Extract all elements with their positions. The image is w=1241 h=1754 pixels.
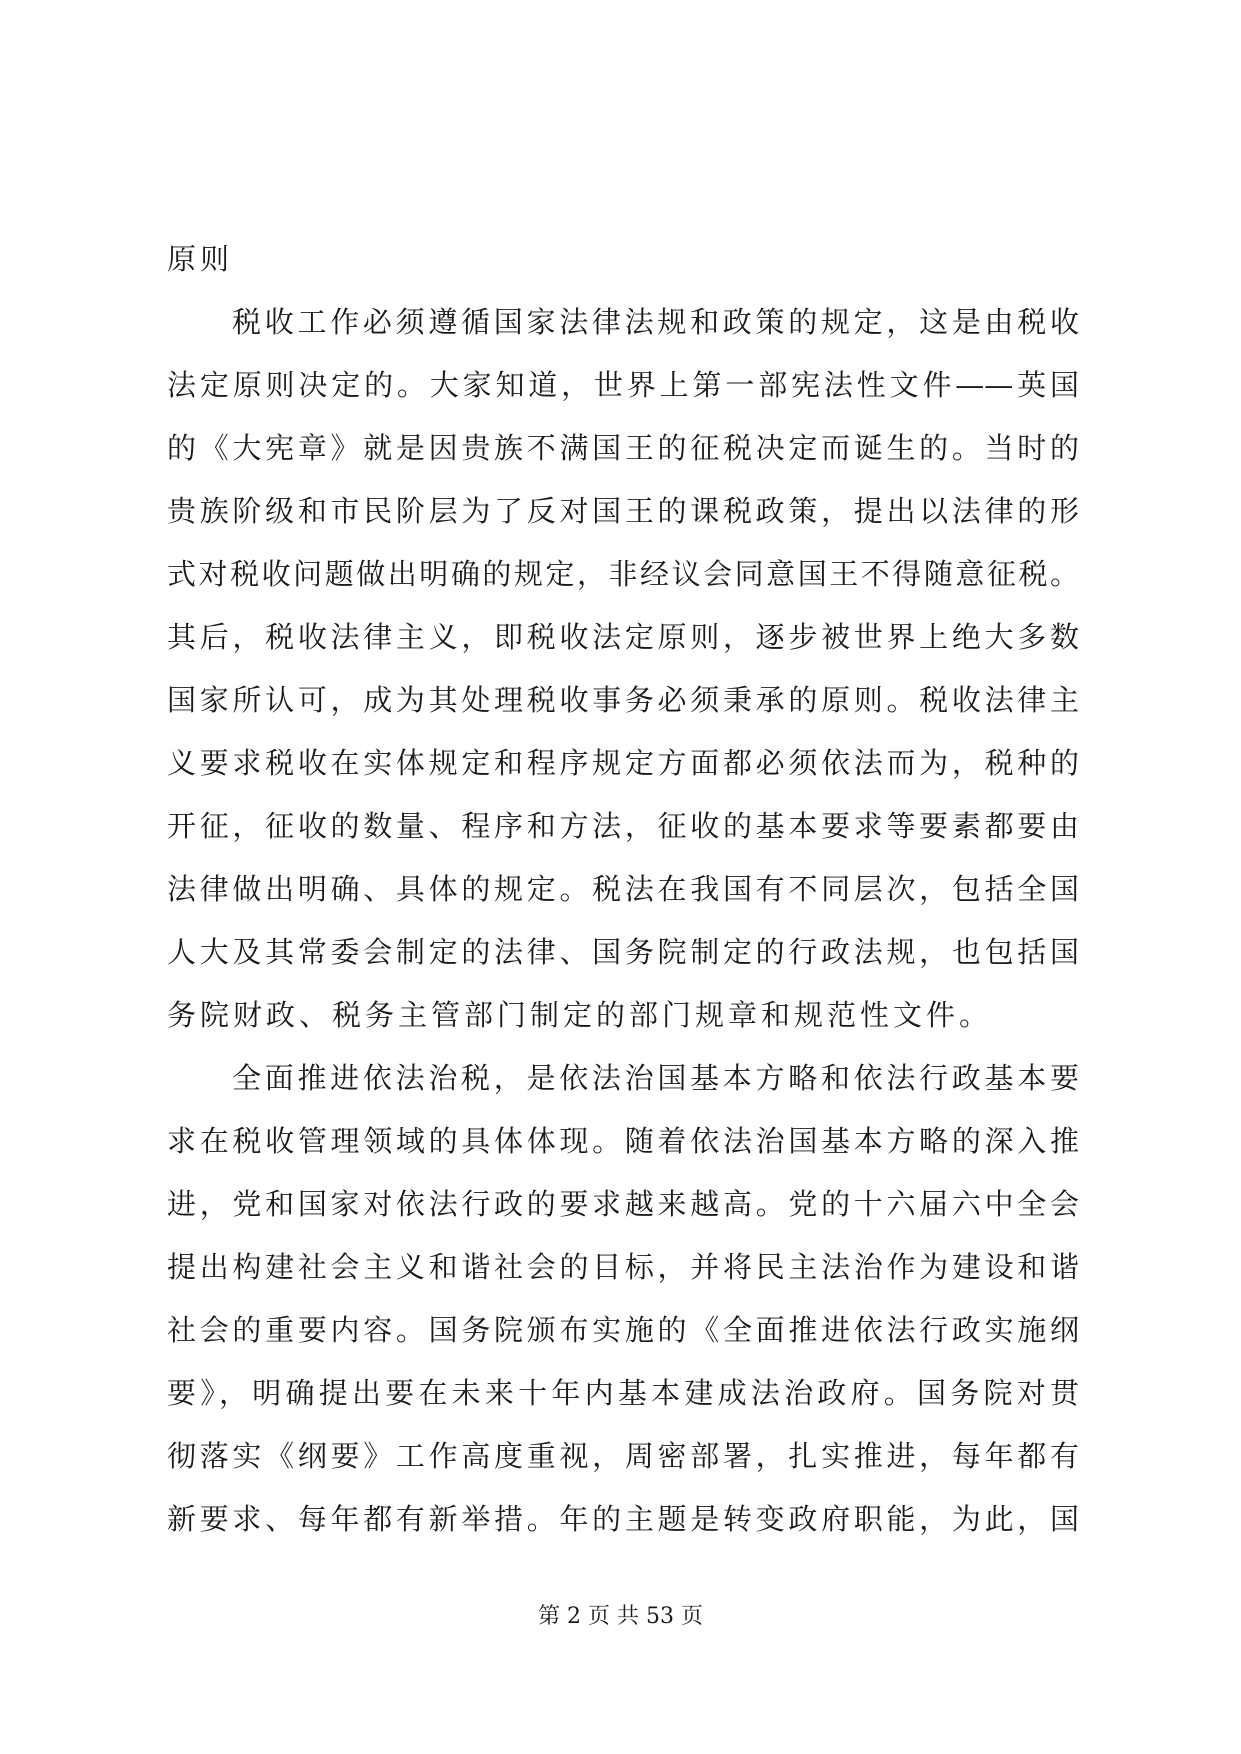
text-line: 原则 — [167, 242, 234, 276]
text-line: 全面推进依法治税，是依法治国基本方略和依法行政基本要 — [232, 1061, 1079, 1095]
text-line: 的《大宪章》就是因贵族不满国王的征税决定而诞生的。当时的 — [167, 431, 1079, 465]
text-line: 人大及其常委会制定的法律、国务院制定的行政法规，也包括国 — [167, 935, 1079, 969]
text-line: 社会的重要内容。国务院颁布实施的《全面推进依法行政实施纲 — [167, 1313, 1079, 1347]
text-line: 求在税收管理领域的具体体现。随着依法治国基本方略的深入推 — [167, 1124, 1079, 1158]
text-line: 彻落实《纲要》工作高度重视，周密部署，扎实推进，每年都有 — [167, 1439, 1079, 1473]
text-line: 开征，征收的数量、程序和方法，征收的基本要求等要素都要由 — [167, 809, 1079, 843]
text-line: 义要求税收在实体规定和程序规定方面都必须依法而为，税种的 — [167, 746, 1079, 780]
text-line: 要》，明确提出要在未来十年内基本建成法治政府。国务院对贯 — [167, 1376, 1079, 1410]
text-line: 国家所认可，成为其处理税收事务必须秉承的原则。税收法律主 — [167, 683, 1079, 717]
text-line: 务院财政、税务主管部门制定的部门规章和规范性文件。 — [167, 998, 993, 1032]
body-text — [167, 228, 1079, 1551]
text-line: 提出构建社会主义和谐社会的目标，并将民主法治作为建设和谐 — [167, 1250, 1079, 1284]
text-line: 贵族阶级和市民阶层为了反对国王的课税政策，提出以法律的形 — [167, 494, 1079, 528]
text-line: 进，党和国家对依法行政的要求越来越高。党的十六届六中全会 — [167, 1187, 1079, 1221]
text-line: 法律做出明确、具体的规定。税法在我国有不同层次，包括全国 — [167, 872, 1079, 906]
text-line: 其后，税收法律主义，即税收法定原则，逐步被世界上绝大多数 — [167, 620, 1079, 654]
page-number-footer: 第 2 页 共 53 页 — [538, 1604, 703, 1629]
text-line: 法定原则决定的。大家知道，世界上第一部宪法性文件——英国 — [167, 368, 1079, 402]
text-line: 式对税收问题做出明确的规定，非经议会同意国王不得随意征税。 — [167, 557, 1079, 591]
text-line: 新要求、每年都有新举措。年的主题是转变政府职能，为此，国 — [167, 1502, 1079, 1536]
text-line: 税收工作必须遵循国家法律法规和政策的规定，这是由税收 — [232, 305, 1079, 339]
